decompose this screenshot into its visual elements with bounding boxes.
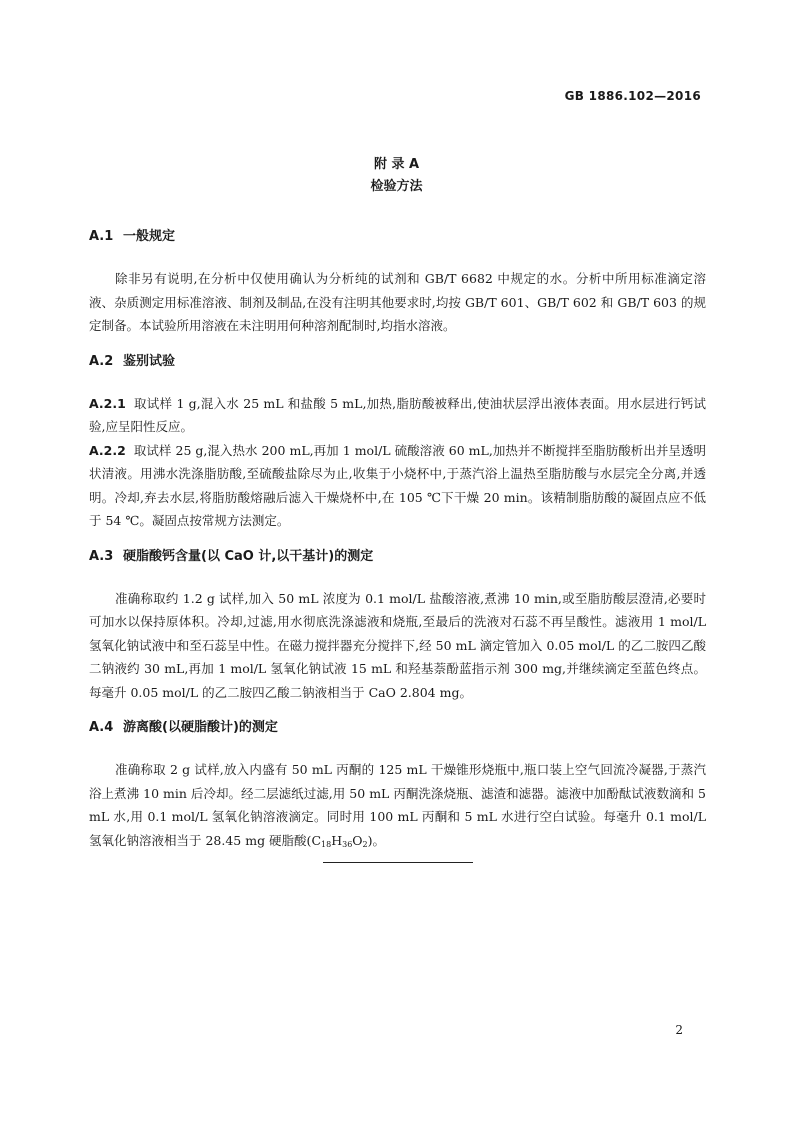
clause-text: 取试样 25 g,混入热水 200 mL,再加 1 mol/L 硫酸溶液 60 mL,加热并不断搅拌至脂肪酸析出并呈透明状清液。用沸水洗涤脂肪酸,至硫酸盐除尽为止,收集于小烧杯中,于蒸汽浴上温热至脂肪酸与水层完全分离,并透明。冷却,弃去水层,将脂肪酸熔融后滤入干燥烧杯中,在 105 ℃下干燥 20 min。该精制脂肪酸的凝固点应不低于 54 ℃。凝固点按常规方法测定。 (89, 442, 706, 528)
section-title: 鉴别试验 (123, 353, 176, 369)
section-number: A.3 (89, 548, 114, 564)
clause-text: 取试样 1 g,混入水 25 mL 和盐酸 5 mL,加热,脂肪酸被释出,使油状层浮出液体表面。用水层进行钙试验,应呈阳性反应。 (89, 395, 706, 434)
section-number: A.2 (89, 353, 114, 369)
standard-number: GB 1886.102—2016 (564, 89, 701, 103)
clause-number: A.2.1 (89, 395, 126, 411)
section-paragraph-a1: 除非另有说明,在分析中仅使用确认为分析纯的试剂和 GB/T 6682 中规定的水。分析中所用标准滴定溶液、杂质测定用标准溶液、制剂及制品,在没有注明其他要求时,均按 GB/T 601、GB/T 602 和 GB/T 603 的规定制备。本试验所用溶液在未注明用何种溶剂配制时,均指水溶液。 (89, 271, 706, 333)
paragraph-text-end: )。 (367, 832, 386, 848)
section-title: 一般规定 (123, 229, 176, 244)
section-title: 游离酸(以硬脂酸计)的测定 (123, 720, 278, 735)
clause-number: A.2.2 (89, 442, 126, 458)
appendix-label: 附 录 A (373, 157, 420, 172)
end-rule-divider (323, 862, 473, 863)
section-number: A.1 (89, 229, 114, 244)
document-body (89, 227, 706, 856)
section-heading-a1 (89, 227, 706, 247)
page-number: 2 (675, 1023, 683, 1037)
appendix-title: 检验方法 (370, 179, 423, 194)
section-heading-a4 (89, 718, 706, 738)
appendix-heading (0, 154, 793, 198)
section-heading-a3 (89, 547, 706, 567)
paragraph-text: 准确称取 2 g 试样,放入内盛有 50 mL 丙酮的 125 mL 干燥锥形烧瓶中,瓶口装上空气回流冷凝器,于蒸汽浴上煮沸 10 min 后冷却。经二层滤纸过滤,用 50 mL 丙酮洗涤烧瓶、滤渣和滤器。滤液中加酚酞试液数滴和 5 mL 水,用 0.1 mol/L 氢氧化钠溶液滴定。同时用 100 mL 丙酮和 5 mL 水进行空白试验。每毫升 0.1 mol/L 氢氧化钠溶液相当于 28.45 mg 硬脂酸( (89, 762, 706, 848)
section-paragraph-a4 (89, 758, 706, 856)
clause-a2-2 (89, 439, 706, 533)
section-number: A.4 (89, 720, 114, 735)
section-heading-a2 (89, 352, 706, 372)
section-title: 硬脂酸钙含量(以 CaO 计,以干基计)的测定 (123, 548, 374, 564)
clause-a2-1 (89, 392, 706, 439)
chemical-formula: $C_{18}H_{36}O_2$ (311, 832, 368, 849)
section-paragraph-a3: 准确称取约 1.2 g 试样,加入 50 mL 浓度为 0.1 mol/L 盐酸溶液,煮沸 10 min,或至脂肪酸层澄清,必要时可加水以保持原体积。冷却,过滤,用水彻底洗涤滤液和烧瓶,至最后的洗液对石蕊不再呈酸性。滤液用 1 mol/L 氢氧化钠试液中和至石蕊呈中性。在磁力搅拌器充分搅拌下,经 50 mL 滴定管加入 0.05 mol/L 的乙二胺四乙酸二钠液约 30 mL,再加 1 mol/L 氢氧化钠试液 15 mL 和羟基萘酚蓝指示剂 300 mg,并继续滴定至蓝色终点。每毫升 0.05 mol/L 的乙二胺四乙酸二钠液相当于 CaO 2.804 mg。 (89, 590, 706, 700)
